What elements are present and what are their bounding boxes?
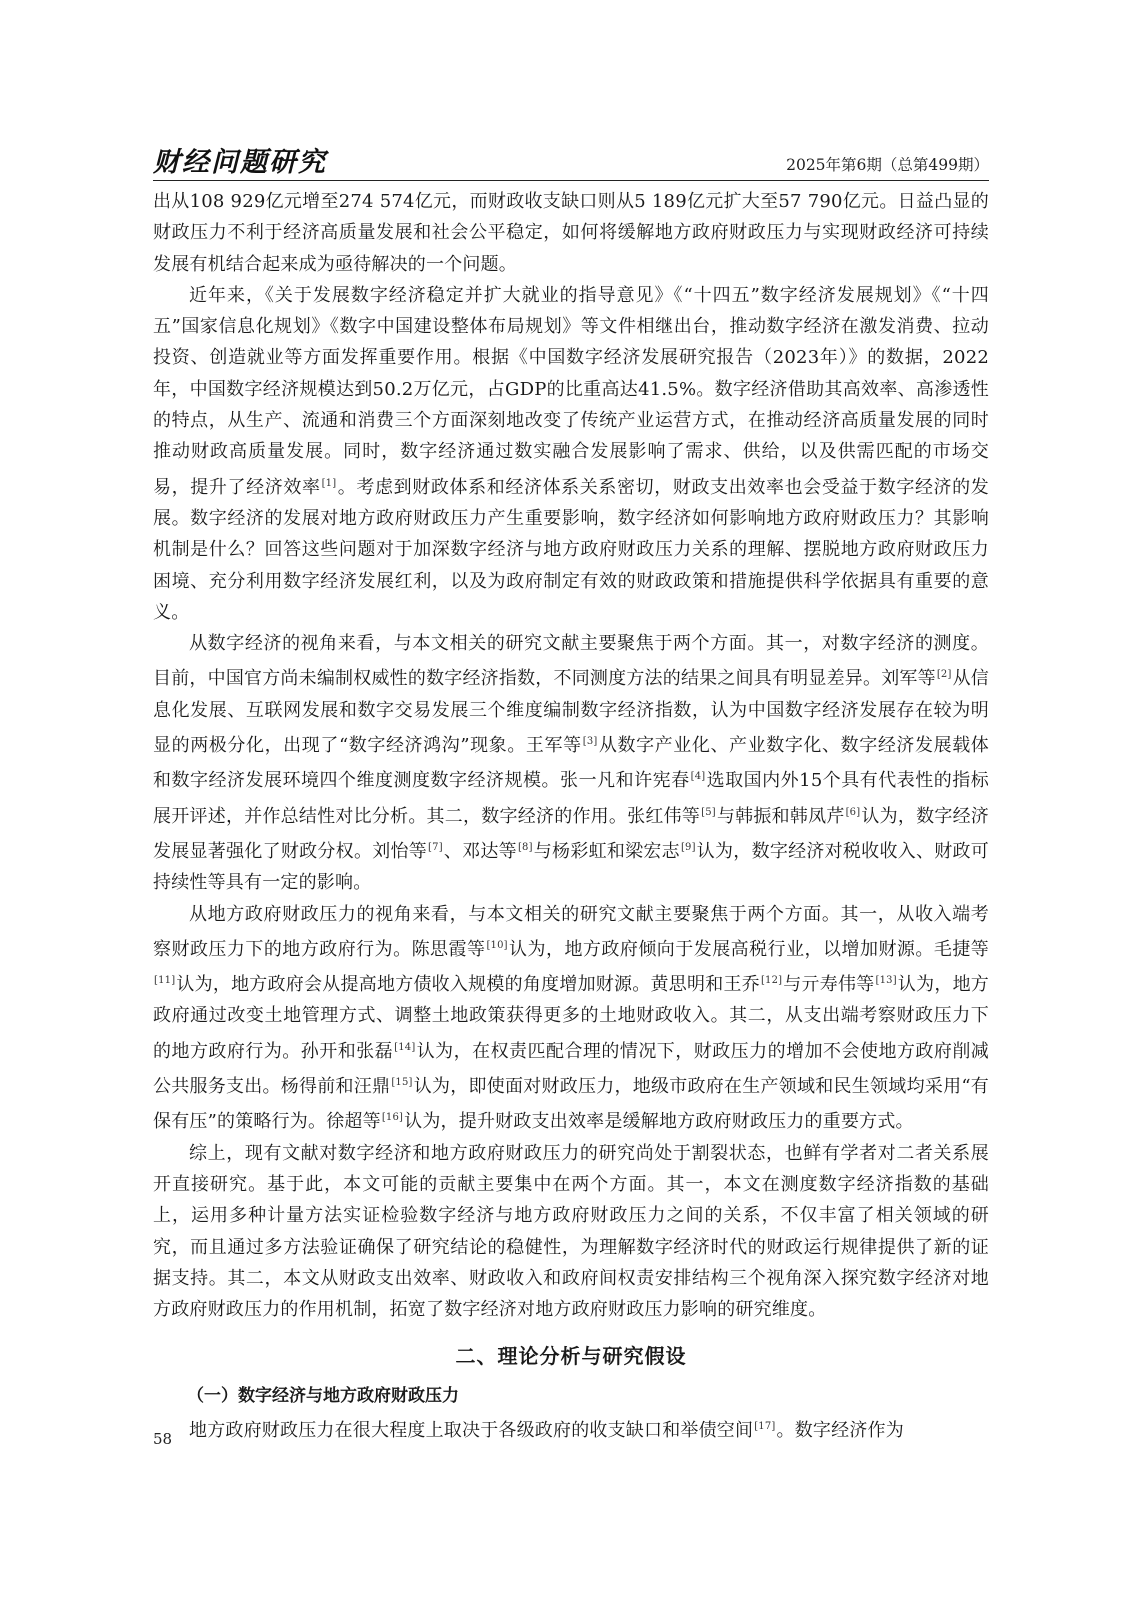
citation-ref: [12] — [760, 975, 783, 987]
citation-ref: [15] — [391, 1077, 413, 1089]
citation-ref: [2] — [936, 669, 952, 681]
citation-ref: [1] — [321, 477, 337, 489]
citation-ref: [5] — [701, 806, 716, 818]
citation-ref: [14] — [394, 1041, 416, 1053]
page-number: 58 — [153, 1430, 173, 1448]
paragraph-5: 综上，现有文献对数字经济和地方政府财政压力的研究尚处于割裂状态，也鲜有学者对二者关系展开直接研究。基于此，本文可能的贡献主要集中在两个方面。其一，本文在测度数字经济指数的基础上，运用多种计量方法实证检验数字经济与地方政府财政压力之间的关系，不仅丰富了相关领域的研究，而且通过多方法验证确保了研究结论的稳健性，为理解数字经济时代的财政运行规律提供了新的证据支持。其二，本文从财政支出效率、财政收入和政府间权责安排结构三个视角深入探究数字经济对地方政府财政压力的作用机制，拓宽了数字经济对地方政府财政压力影响的研究维度。 — [153, 1142, 989, 1321]
citation-ref: [16] — [381, 1112, 404, 1124]
section-heading: 二、理论分析与研究假设 — [455, 1344, 687, 1369]
citation-ref: [6] — [845, 806, 861, 818]
journal-title-logo: 财经问题研究 — [153, 147, 327, 178]
citation-ref: [7] — [428, 841, 443, 853]
citation-ref: [11] — [154, 975, 176, 987]
paragraph-1: 出从108 929亿元增至274 574亿元，而财政收支缺口则从5 189亿元扩大至57 790亿元。日益凸显的财政压力不利于经济高质量发展和社会公平稳定，如何将缓解地方政府财政压力与实现财政经济可持续发展有机结合起来成为亟待解决的一个问题。 — [153, 191, 989, 275]
citation-ref: [13] — [875, 975, 897, 987]
paragraph-2: 近年来，《关于发展数字经济稳定并扩大就业的指导意见》《“十四五”数字经济发展规划》《“十四五”国家信息化规划》《数字中国建设整体布局规划》等文件相继出台，推动数字经济在激发消费、拉动投资、创造就业等方面发挥重要作用。根据《中国数字经济发展研究报告（2023年）》的数据，2022年，中国数字经济规模达到50.2万亿元，占GDP的比重高达41.5%。数字经济借助其高效率、高渗透性的特点，从生产、流通和消费三个方面深刻地改变了传统产业运营方式，在推动经济高质量发展的同时推动财政高质量发展。同时，数字经济通过数实融合发展影响了需求、供给，以及供需匹配的市场交易，提升了经济效率[1]。考虑到财政体系和经济体系关系密切，财政支出效率也会受益于数字经济的发展。数字经济的发展对地方政府财政压力产生重要影响，数字经济如何影响地方政府财政压力？其影响机制是什么？回答这些问题对于加深数字经济与地方政府财政压力关系的理解、摆脱地方政府财政压力困境、充分利用数字经济发展红利，以及为政府制定有效的财政政策和措施提供科学依据具有重要的意义。 — [153, 284, 989, 623]
issue-info: 2025年第6期（总第499期） — [786, 156, 989, 174]
article-body — [153, 186, 989, 1447]
citation-ref: [4] — [690, 771, 706, 783]
citation-ref: [17] — [754, 1421, 776, 1433]
page-header — [153, 138, 989, 181]
subsection-heading: （一）数字经济与地方政府财政压力 — [187, 1386, 459, 1407]
citation-ref: [8] — [517, 841, 533, 853]
paragraph-6: 地方政府财政压力在很大程度上取决于各级政府的收支缺口和举债空间[17]。数字经济作为 — [189, 1420, 904, 1442]
citation-ref: [9] — [680, 841, 696, 853]
citation-ref: [10] — [486, 939, 508, 951]
paragraph-4: 从地方政府财政压力的视角来看，与本文相关的研究文献主要聚焦于两个方面。其一，从收入端考察财政压力下的地方政府行为。陈思霞等[10]认为，地方政府倾向于发展高税行业，以增加财源。毛捷等[11]认为，地方政府会从提高地方债收入规模的角度增加财源。黄思明和王乔[12]与亓寿伟等[13]认为，地方政府通过改变土地管理方式、调整土地政策获得更多的土地财政收入。其二，从支出端考察财政压力下的地方政府行为。孙开和张磊[14]认为，在权责匹配合理的情况下，财政压力的增加不会使地方政府削减公共服务支出。杨得前和汪鼎[15]认为，即使面对财政压力，地级市政府在生产领域和民生领域均采用“有保有压”的策略行为。徐超等[16]认为，提升财政支出效率是缓解地方政府财政压力的重要方式。 — [153, 903, 990, 1133]
citation-ref: [3] — [582, 736, 598, 748]
paragraph-3: 从数字经济的视角来看，与本文相关的研究文献主要聚焦于两个方面。其一，对数字经济的测度。目前，中国官方尚未编制权威性的数字经济指数，不同测度方法的结果之间具有明显差异。刘军等[2]从信息化发展、互联网发展和数字交易发展三个维度编制数字经济指数，认为中国数字经济发展存在较为明显的两极分化，出现了“数字经济鸿沟”现象。王军等[3]从数字产业化、产业数字化、数字经济发展载体和数字经济发展环境四个维度测度数字经济规模。张一凡和许宪春[4]选取国内外15个具有代表性的指标展开评述，并作总结性对比分析。其二，数字经济的作用。张红伟等[5]与韩振和韩凤芹[6]认为，数字经济发展显著强化了财政分权。刘怡等[7]、邓达等[8]与杨彩虹和梁宏志[9]认为，数字经济对税收收入、财政可持续性等具有一定的影响。 — [153, 633, 990, 894]
